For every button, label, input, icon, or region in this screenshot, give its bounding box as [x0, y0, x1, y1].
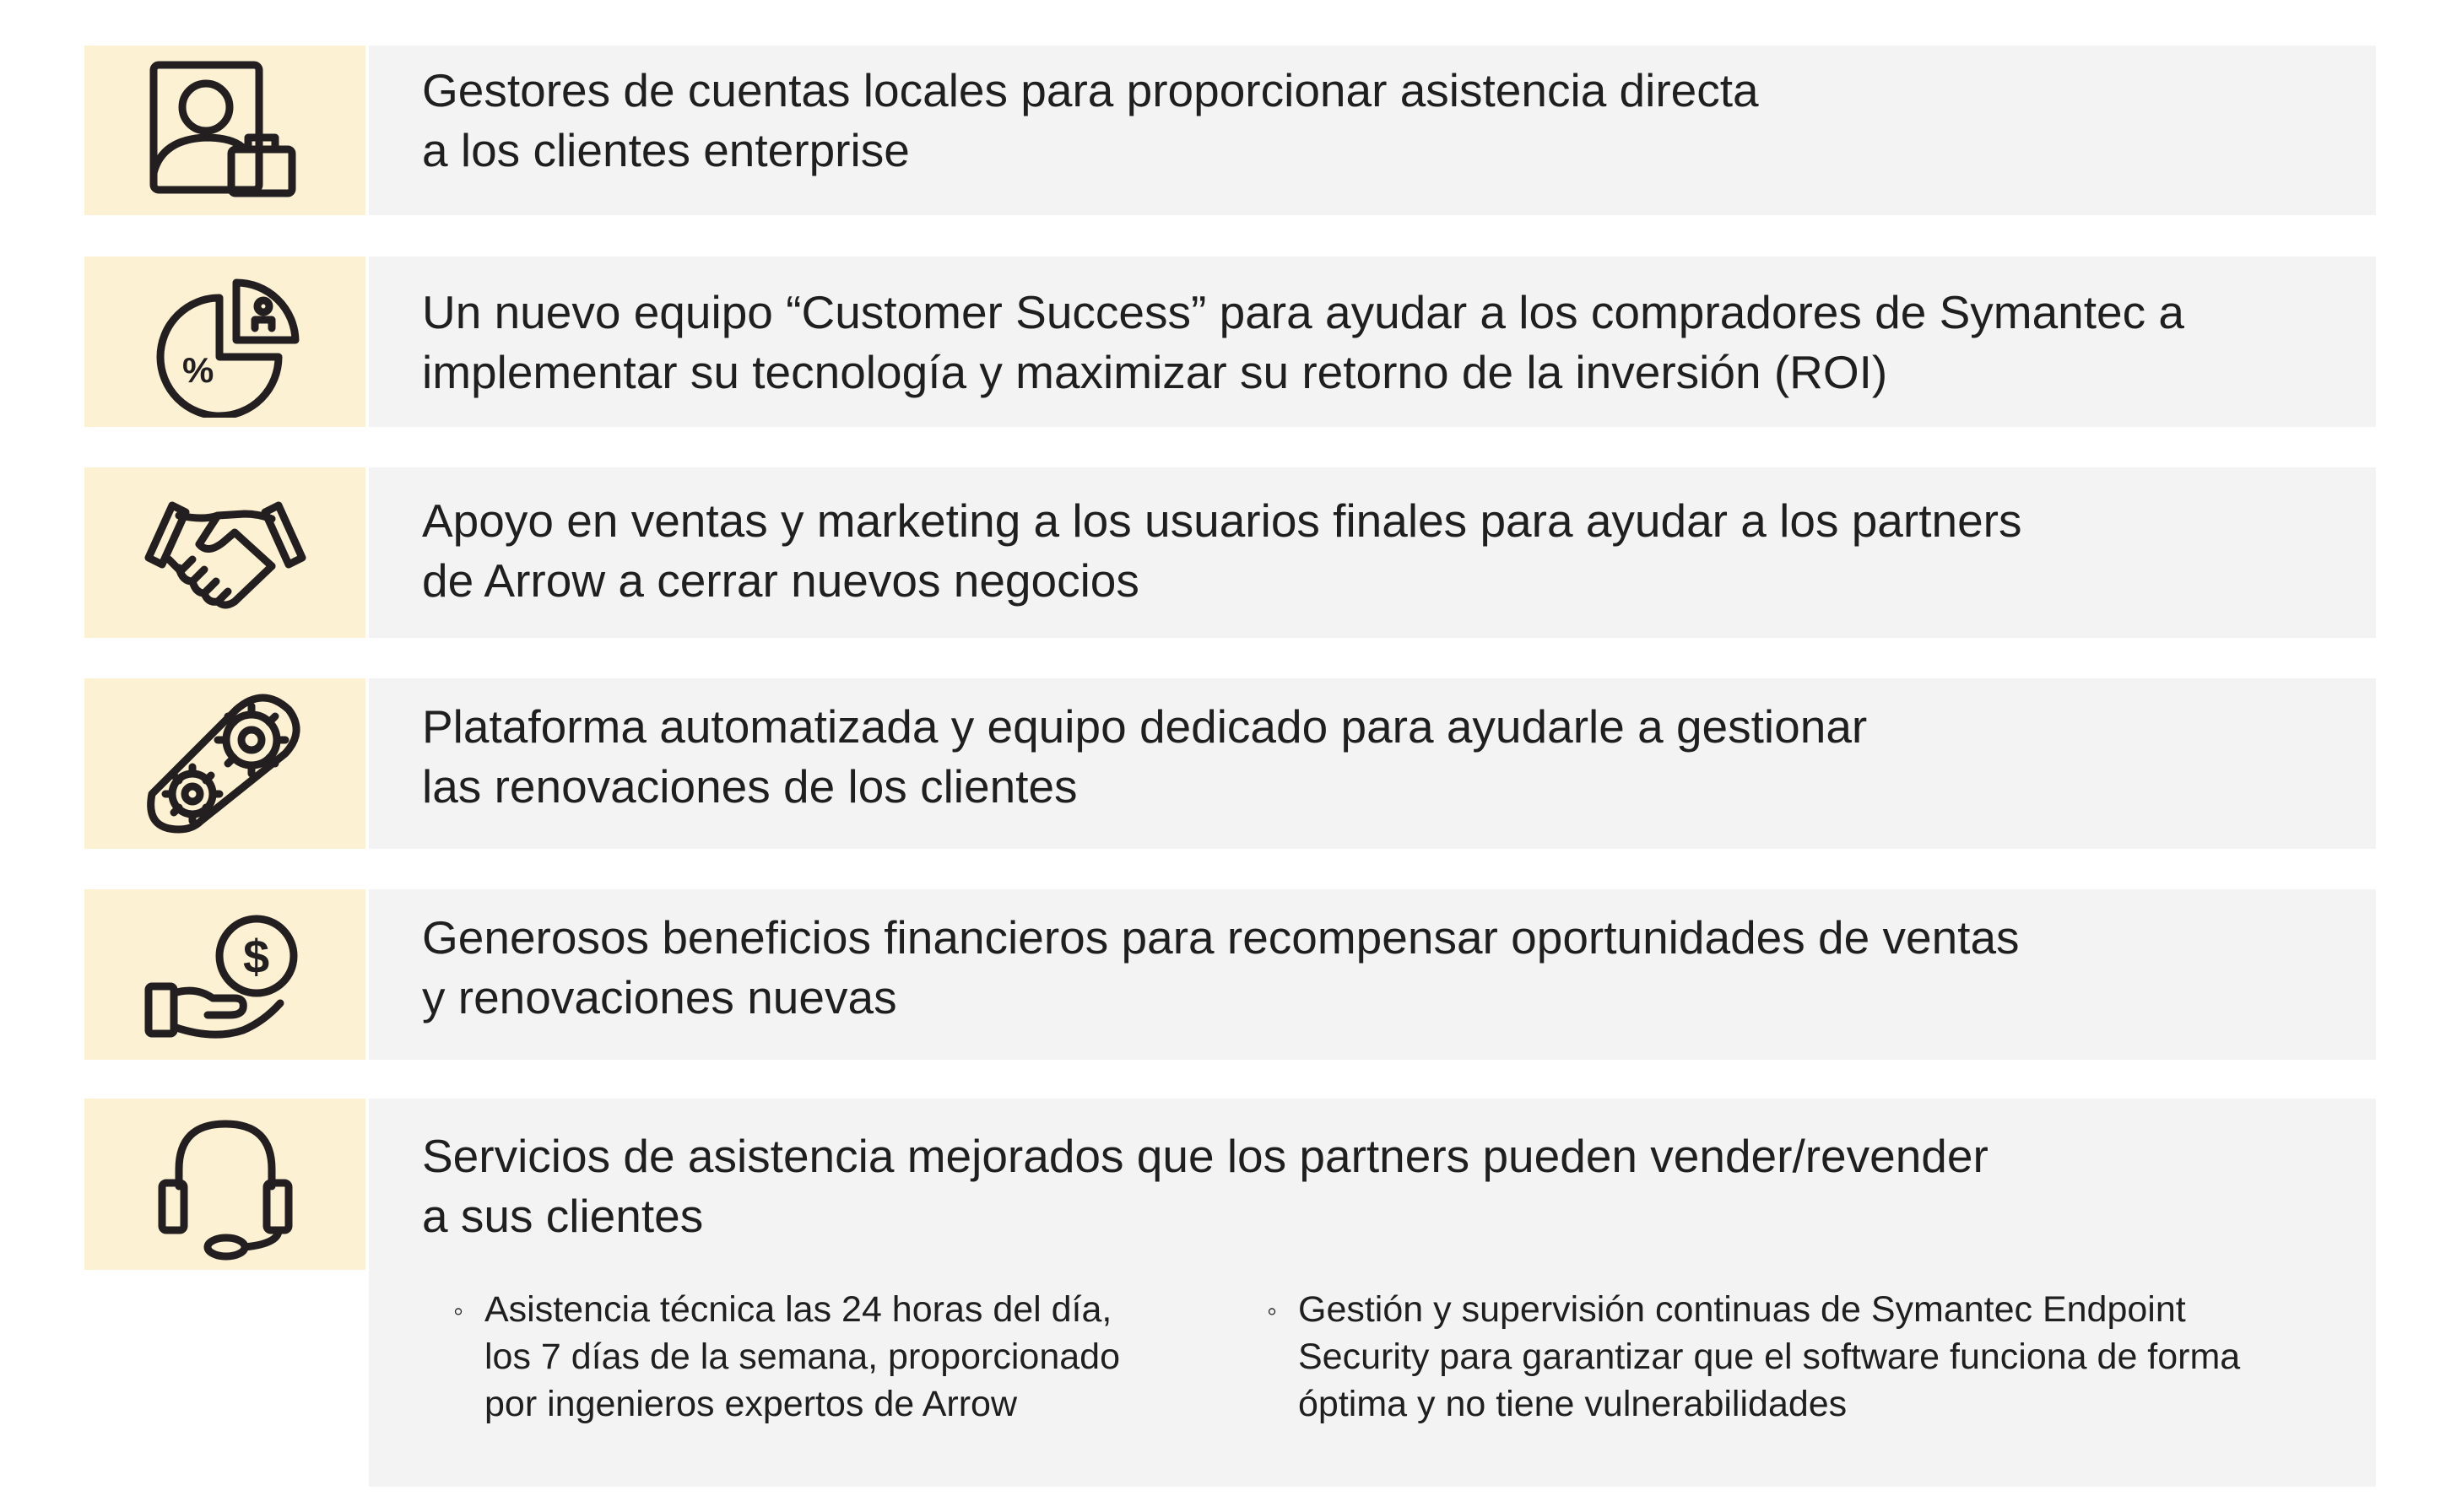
icon-cell: [84, 46, 365, 215]
benefit-row-renewals: [84, 678, 2376, 849]
text-cell: [369, 678, 2376, 849]
benefit-text: Servicios de asistencia mejorados que los partners pueden vender/revender a sus clientes: [422, 1130, 1989, 1242]
icon-cell: [84, 467, 365, 638]
icon-cell: [84, 256, 365, 427]
icon-cell: [84, 678, 365, 849]
icon-cell: [84, 1099, 365, 1270]
account-manager-icon: [137, 55, 314, 207]
text-cell: [369, 1099, 2376, 1487]
headset-icon: [137, 1109, 314, 1261]
benefit-text: Un nuevo equipo “Customer Success” para ayudar a los compradores de Symantec a implementar su tecnología y maximizar su retorno de la inversión (ROI): [422, 286, 2185, 398]
benefit-text: Plataforma automatizada y equipo dedicado para ayudarle a gestionar las renovaciones de los clientes: [422, 700, 1868, 813]
text-cell: [369, 256, 2376, 427]
benefit-row-customer-success: [84, 256, 2376, 427]
svg-text:%: %: [181, 350, 214, 390]
benefit-text: Apoyo en ventas y marketing a los usuarios finales para ayudar a los partners de Arrow a cerrar nuevos negocios: [422, 494, 2022, 607]
svg-text:$: $: [242, 930, 269, 983]
benefit-text: Gestores de cuentas locales para proporcionar asistencia directa a los clientes enterprise: [422, 64, 1759, 176]
bullet-item: Gestión y supervisión continuas de Symantec Endpoint Security para garantizar que el software funciona de forma óptima y no tiene vulnerabilidades: [1298, 1289, 2241, 1424]
text-cell: [369, 46, 2376, 215]
benefit-row-financial: [84, 889, 2376, 1060]
handshake-icon: [137, 477, 314, 629]
pie-chart-percent-icon: [137, 266, 314, 418]
benefit-row-account-managers: [84, 46, 2376, 215]
hand-dollar-icon: [137, 899, 314, 1050]
benefit-row-support-services: [84, 1099, 2376, 1487]
bullet-marker: ◦: [1267, 1295, 1278, 1327]
text-cell: [369, 467, 2376, 638]
bullet-marker: ◦: [453, 1295, 464, 1327]
benefit-row-sales-marketing: [84, 467, 2376, 638]
icon-cell: [84, 889, 365, 1060]
text-cell: [369, 889, 2376, 1060]
gears-icon: [137, 688, 314, 840]
benefit-text: Generosos beneficios financieros para recompensar oportunidades de ventas y renovaciones nuevas: [422, 911, 2020, 1023]
bullet-item: Asistencia técnica las 24 horas del día, los 7 días de la semana, proporcionado por ingenieros expertos de Arrow: [484, 1289, 1120, 1424]
